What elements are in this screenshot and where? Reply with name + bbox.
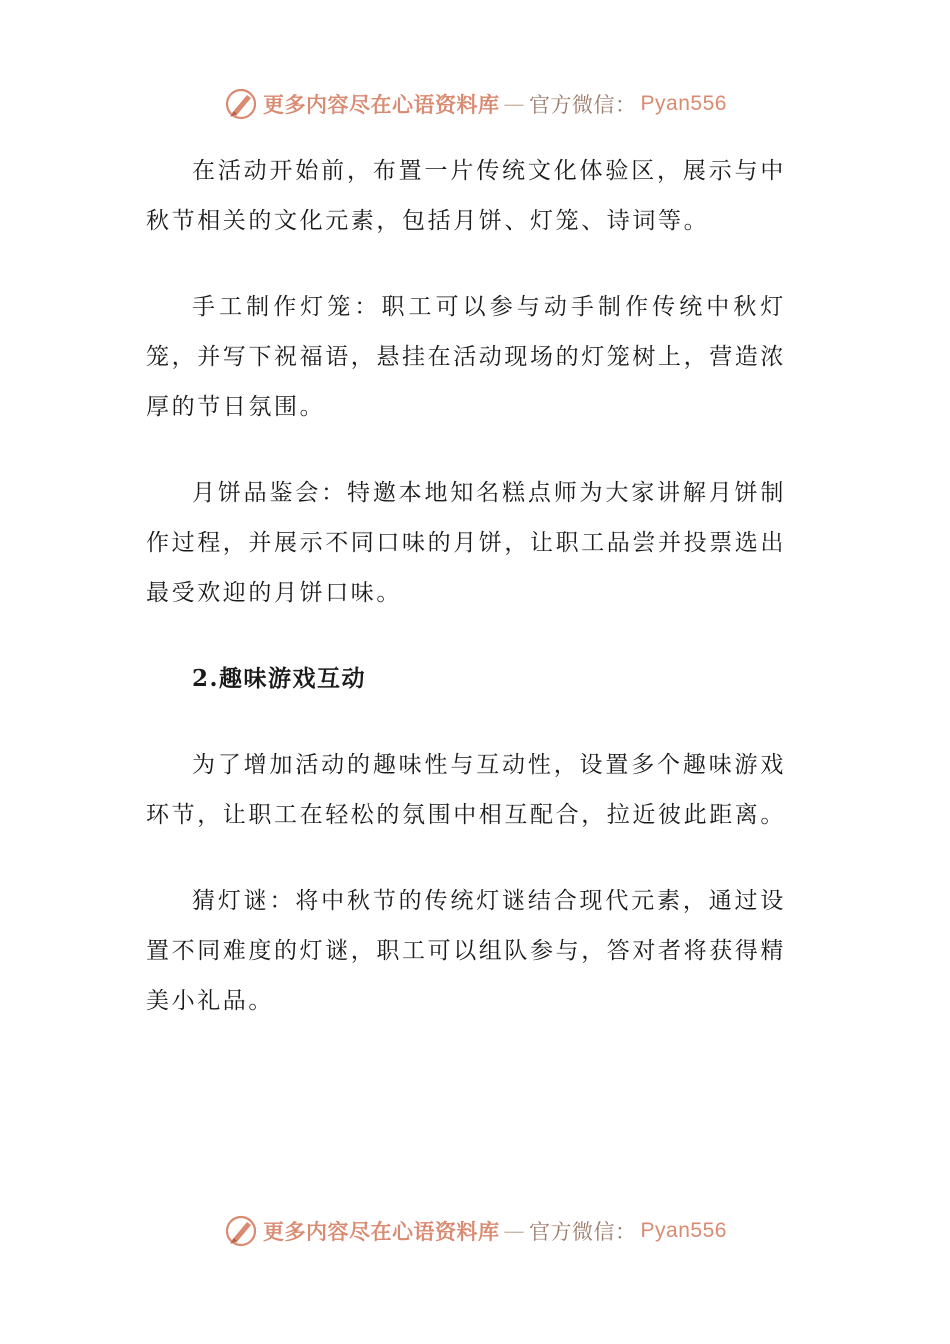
paragraph-lantern-riddles: 猜灯谜：将中秋节的传统灯谜结合现代元素，通过设置不同难度的灯谜，职工可以组队参与，答对者将获得精美小礼品。 bbox=[146, 888, 786, 1014]
pen-circle-icon bbox=[223, 1213, 259, 1249]
paragraph-game-intro: 为了增加活动的趣味性与互动性，设置多个趣味游戏环节，让职工在轻松的氛围中相互配合，拉近彼此距离。 bbox=[146, 752, 786, 828]
brand-text: 更多内容尽在心语资料库 bbox=[263, 92, 500, 117]
section-heading: 2.趣味游戏互动 bbox=[192, 665, 367, 692]
header-watermark bbox=[0, 84, 950, 124]
brand-text: 更多内容尽在心语资料库 bbox=[263, 1219, 500, 1244]
footer-watermark bbox=[0, 1211, 950, 1251]
official-label: 官方微信： bbox=[529, 93, 637, 117]
document-body bbox=[146, 146, 786, 1026]
wechat-handle: Pyan556 bbox=[640, 1219, 727, 1242]
separator-dash: — bbox=[503, 1219, 526, 1243]
pen-circle-icon bbox=[223, 86, 259, 122]
paragraph-culture-area: 在活动开始前，布置一片传统文化体验区，展示与中秋节相关的文化元素，包括月饼、灯笼、诗词等。 bbox=[146, 158, 786, 234]
official-label: 官方微信： bbox=[529, 1220, 637, 1244]
separator-dash: — bbox=[503, 92, 526, 116]
paragraph-mooncake-tasting: 月饼品鉴会：特邀本地知名糕点师为大家讲解月饼制作过程，并展示不同口味的月饼，让职工品尝并投票选出最受欢迎的月饼口味。 bbox=[146, 480, 786, 606]
wechat-handle: Pyan556 bbox=[640, 92, 727, 115]
paragraph-lantern-making: 手工制作灯笼：职工可以参与动手制作传统中秋灯笼，并写下祝福语，悬挂在活动现场的灯笼树上，营造浓厚的节日氛围。 bbox=[146, 294, 786, 420]
